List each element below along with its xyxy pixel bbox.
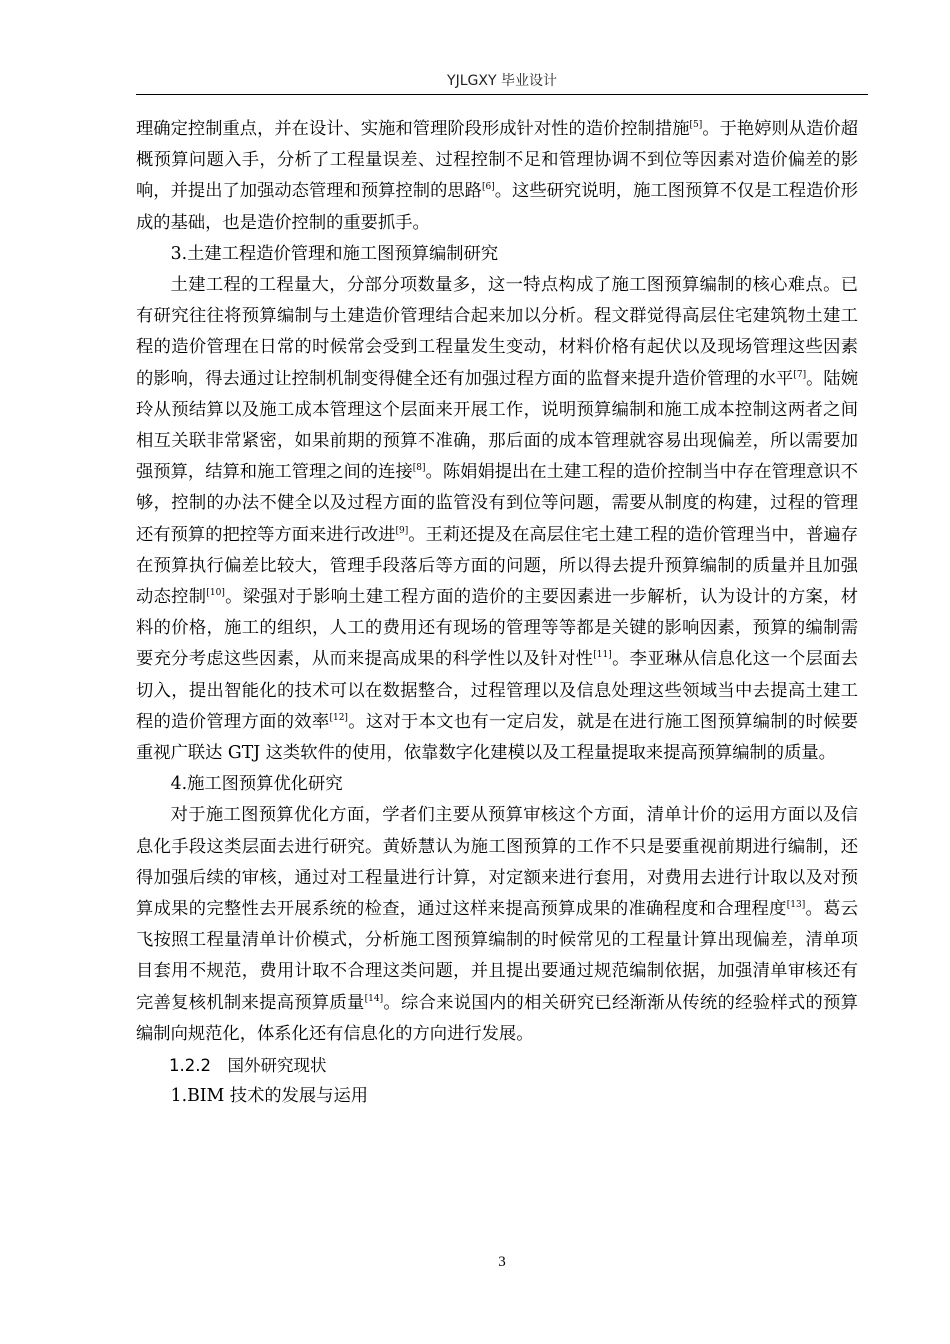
text-run: 理确定控制重点，并在设计、实施和管理阶段形成针对性的造价控制措施	[136, 119, 690, 139]
paragraph-section-4	[136, 800, 858, 1050]
citation: [11]	[593, 650, 612, 661]
page-header: YJLGXY 毕业设计	[447, 73, 557, 89]
header-rule	[136, 94, 868, 95]
text-run: 。李亚琳从信息化这一个层面去切入，提出智能化的技术可以在数据整合，过程管理以及信息处理这些领域当中去提高土建工程的造价管理方面的效率	[136, 649, 858, 732]
citation: [6]	[481, 182, 495, 193]
text-run: 。陆婉玲从预结算以及施工成本管理这个层面来开展工作，说明预算编制和施工成本控制这两者之间相互关联非常紧密，如果前期的预算不准确，那后面的成本管理就容易出现偏差，所以需要加强预算，结算和施工管理之间的连接	[136, 368, 858, 483]
citation: [12]	[329, 712, 348, 723]
section-heading-3: 3.土建工程造价管理和施工图预算编制研究	[170, 243, 499, 264]
text-run: 。这些研究说明，施工图预算不仅是工程造价形成的基础，也是造价控制的重要抓手。	[136, 181, 858, 233]
text-run: 。王莉还提及在高层住宅土建工程的造价管理当中，普遍存在预算执行偏差比较大，管理手段落后等方面的问题，所以得去提升预算编制的质量并且加强动态控制	[136, 524, 858, 608]
text-run: 。于艳婷则从造价超概预算问题入手，分析了工程量误差、过程控制不足和管理协调不到位等因素对造价偏差的影响，并提出了加强动态管理和预算控制的思路	[136, 119, 858, 202]
text-run: 土建工程的工程量大，分部分项数量多，这一特点构成了施工图预算编制的核心难点。已有研究往往将预算编制与土建造价管理结合起来加以分析。程文群觉得高层住宅建筑物土建工程的造价管理在日常的时候常会受到工程量发生变动，材料价格有起伏以及现场管理这些因素的影响，得去通过让控制机制变得健全还有加强过程方面的监督来提升造价管理的水平	[136, 275, 858, 389]
text-run: 。综合来说国内的相关研究已经渐渐从传统的经验样式的预算编制向规范化，体系化还有信息化的方向进行发展。	[136, 992, 858, 1044]
text-run: 。这对于本文也有一定启发，就是在进行施工图预算编制的时候要重视广联达 GTJ 这类软件的使用，依靠数字化建模以及工程量提取来提高预算编制的质量。	[136, 711, 858, 764]
text-run: 对于施工图预算优化方面，学者们主要从预算审核这个方面，清单计价的运用方面以及信息化手段这类层面去进行研究。黄娇慧认为施工图预算的工作不只是要重视前期进行编制，还得加强后续的审核，通过对工程量进行计算，对定额来进行套用，对费用去进行计取以及对预算成果的完整性去开展系统的检查，通过这样来提高预算成果的准确程度和合理程度	[136, 805, 858, 920]
paragraph-continuation	[136, 114, 858, 239]
citation: [14]	[364, 993, 384, 1004]
subsection-heading: 1.2.2 国外研究现状	[169, 1056, 327, 1076]
document-body	[136, 114, 858, 1113]
citation: [7]	[793, 369, 807, 380]
paragraph-section-3	[136, 270, 858, 769]
citation: [10]	[206, 588, 225, 599]
section-heading-bim: 1.BIM 技术的发展与运用	[170, 1086, 369, 1107]
citation: [13]	[786, 900, 806, 911]
text-run: 。梁强对于影响土建工程方面的造价的主要因素进一步解析，认为设计的方案，材料的价格，施工的组织，人工的费用还有现场的管理等等都是关键的影响因素，预算的编制需要充分考虑这些因素，从而来提高成果的科学性以及针对性	[136, 587, 858, 670]
section-heading-4: 4.施工图预算优化研究	[170, 774, 343, 795]
text-run: 。葛云飞按照工程量清单计价模式，分析施工图预算编制的时候常见的工程量计算出现偏差，清单项目套用不规范，费用计取不合理这类问题，并且提出要通过规范编制依据，加强清单审核还有完善复核机制来提高预算质量	[136, 899, 858, 1013]
citation: [9]	[395, 525, 409, 536]
citation: [8]	[412, 463, 426, 474]
citation: [5]	[689, 120, 703, 130]
text-run: 。陈娟娟提出在土建工程的造价控制当中存在管理意识不够，控制的办法不健全以及过程方面的监管没有到位等问题，需要从制度的构建，过程的管理还有预算的把控等方面来进行改进	[136, 462, 858, 545]
page-number: 3	[498, 1254, 506, 1270]
